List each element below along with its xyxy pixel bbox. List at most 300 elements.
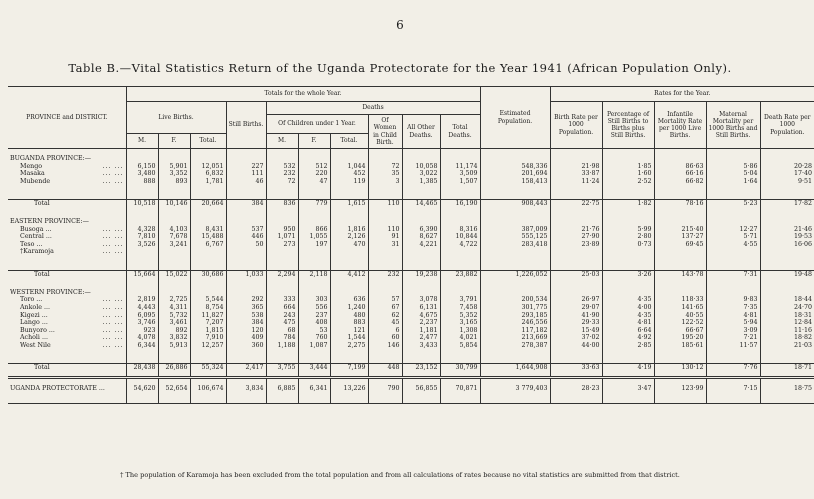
value-cell xyxy=(298,218,330,226)
value-cell: 923 xyxy=(126,327,158,335)
value-cell xyxy=(550,289,602,297)
district-row xyxy=(8,170,814,178)
value-cell: 7,207 xyxy=(190,319,226,327)
value-cell: 2·80 xyxy=(602,233,654,241)
value-cell: 1,615 xyxy=(330,200,368,213)
header-children-m: M. xyxy=(266,134,298,149)
value-cell xyxy=(402,155,440,163)
value-cell: 220 xyxy=(298,170,330,178)
value-cell: 409 xyxy=(226,334,266,342)
district-row xyxy=(8,241,814,249)
value-cell: 6 xyxy=(368,327,402,335)
value-cell: 790 xyxy=(368,385,402,397)
value-cell: 10,146 xyxy=(158,200,190,213)
value-cell xyxy=(602,248,654,256)
value-cell: 21·76 xyxy=(550,226,602,234)
value-cell: 11,174 xyxy=(440,163,480,171)
value-cell: 146 xyxy=(368,342,402,350)
value-cell xyxy=(706,218,760,226)
value-cell: 908,443 xyxy=(480,200,550,213)
value-cell: 123·99 xyxy=(654,385,706,397)
value-cell xyxy=(654,218,706,226)
value-cell: 892 xyxy=(158,327,190,335)
value-cell: 6,344 xyxy=(126,342,158,350)
value-cell: 7,458 xyxy=(440,304,480,312)
value-cell: 54,620 xyxy=(126,385,158,397)
row-label xyxy=(8,226,126,234)
value-cell: 3,241 xyxy=(158,241,190,249)
value-cell: 1·85 xyxy=(602,163,654,171)
value-cell xyxy=(440,155,480,163)
value-cell: 5·23 xyxy=(706,200,760,213)
value-cell: 11,827 xyxy=(190,312,226,320)
value-cell: 3,755 xyxy=(266,364,298,378)
value-cell: 556 xyxy=(298,304,330,312)
value-cell: 4,328 xyxy=(126,226,158,234)
spacer-cell xyxy=(440,256,480,271)
spacer-cell xyxy=(330,185,368,200)
district-row xyxy=(8,327,814,335)
value-cell: 1,033 xyxy=(226,270,266,283)
value-cell: 2,819 xyxy=(126,296,158,304)
value-cell: 475 xyxy=(266,319,298,327)
leader-dots: ... ... xyxy=(102,334,124,342)
value-cell: 86·63 xyxy=(654,163,706,171)
value-cell: 37·02 xyxy=(550,334,602,342)
spacer-cell xyxy=(126,256,158,271)
row-label xyxy=(8,312,126,320)
value-cell xyxy=(126,155,158,163)
row-label xyxy=(8,241,126,249)
value-cell xyxy=(298,248,330,256)
header-live-births: Live Births. xyxy=(126,102,226,134)
value-cell: 46 xyxy=(226,178,266,186)
header-maternal-mortality: Maternal Mortality per 1000 Births and Still Births. xyxy=(706,102,760,149)
row-label xyxy=(8,233,126,241)
value-cell: 18·31 xyxy=(760,312,814,320)
value-cell: 0·73 xyxy=(602,241,654,249)
spacer-cell xyxy=(266,378,298,386)
spacer-cell xyxy=(330,378,368,386)
value-cell: 21·46 xyxy=(760,226,814,234)
value-cell: 19·53 xyxy=(760,233,814,241)
value-cell: 446 xyxy=(226,233,266,241)
value-cell: 5·99 xyxy=(602,226,654,234)
value-cell xyxy=(298,155,330,163)
value-cell: 2,477 xyxy=(402,334,440,342)
header-still-births: Still Births. xyxy=(226,102,266,149)
district-row xyxy=(8,248,814,256)
spacer-cell xyxy=(330,397,368,404)
header-estimated-population: Estimated Population. xyxy=(480,87,550,149)
value-cell xyxy=(760,289,814,297)
value-cell: 303 xyxy=(298,296,330,304)
value-cell xyxy=(266,289,298,297)
district-name: Bunyoro ... xyxy=(20,326,55,334)
value-cell xyxy=(654,248,706,256)
value-cell: 21·98 xyxy=(550,163,602,171)
value-cell: 15,022 xyxy=(158,270,190,283)
grand-total-row xyxy=(8,385,814,397)
district-row xyxy=(8,178,814,186)
value-cell: 6,390 xyxy=(402,226,440,234)
leader-dots: ... ... xyxy=(102,233,124,241)
spacer-cell xyxy=(298,185,330,200)
value-cell: 292 xyxy=(226,296,266,304)
spacer-cell xyxy=(760,397,814,404)
row-label xyxy=(8,327,126,335)
value-cell: 50 xyxy=(226,241,266,249)
value-cell: 19·48 xyxy=(760,270,814,283)
value-cell: 70,871 xyxy=(440,385,480,397)
value-cell: 26·97 xyxy=(550,296,602,304)
value-cell xyxy=(298,289,330,297)
value-cell: 20·28 xyxy=(760,163,814,171)
province-heading xyxy=(8,155,814,163)
value-cell xyxy=(480,218,550,226)
spacer-cell xyxy=(602,185,654,200)
value-cell: 15,664 xyxy=(126,270,158,283)
leader-dots: ... ... xyxy=(102,319,124,327)
value-cell: 8,754 xyxy=(190,304,226,312)
leader-dots: ... ... xyxy=(102,341,124,349)
value-cell: 22·75 xyxy=(550,200,602,213)
province-total-row xyxy=(8,364,814,378)
value-cell: 27·90 xyxy=(550,233,602,241)
value-cell: 5·86 xyxy=(706,163,760,171)
value-cell: 384 xyxy=(226,319,266,327)
value-cell: 273 xyxy=(266,241,298,249)
value-cell: 243 xyxy=(266,312,298,320)
value-cell xyxy=(190,155,226,163)
value-cell: 2,294 xyxy=(266,270,298,283)
value-cell: 28·23 xyxy=(550,385,602,397)
value-cell: 10,058 xyxy=(402,163,440,171)
row-label xyxy=(8,296,126,304)
value-cell: 60 xyxy=(368,334,402,342)
header-births-total: Total. xyxy=(190,134,226,149)
value-cell: 197 xyxy=(298,241,330,249)
province-total-row xyxy=(8,200,814,213)
leader-dots: ... ... xyxy=(102,296,124,304)
spacer-cell xyxy=(480,185,550,200)
district-row xyxy=(8,163,814,171)
spacer-cell xyxy=(158,397,190,404)
value-cell: 12,051 xyxy=(190,163,226,171)
value-cell: 8,627 xyxy=(402,233,440,241)
value-cell: 40·55 xyxy=(654,312,706,320)
value-cell: 538 xyxy=(226,312,266,320)
row-label xyxy=(8,178,126,186)
province-total-row xyxy=(8,270,814,283)
value-cell: 23,152 xyxy=(402,364,440,378)
value-cell: 3,746 xyxy=(126,319,158,327)
spacer-row xyxy=(8,349,814,364)
row-label: EASTERN PROVINCE:— xyxy=(10,218,89,226)
value-cell: 8,316 xyxy=(440,226,480,234)
spacer-cell xyxy=(226,349,266,364)
value-cell: 62 xyxy=(368,312,402,320)
value-cell: 213,669 xyxy=(480,334,550,342)
district-row xyxy=(8,233,814,241)
leader-dots: ... ... xyxy=(102,326,124,334)
value-cell: 11·24 xyxy=(550,178,602,186)
row-label xyxy=(8,334,126,342)
value-cell: 365 xyxy=(226,304,266,312)
value-cell: 8,431 xyxy=(190,226,226,234)
spacer-cell xyxy=(266,397,298,404)
value-cell: 66·16 xyxy=(654,170,706,178)
value-cell: 15·49 xyxy=(550,327,602,335)
value-cell: 4,412 xyxy=(330,270,368,283)
value-cell: 201,694 xyxy=(480,170,550,178)
value-cell: 1,544 xyxy=(330,334,368,342)
value-cell: 227 xyxy=(226,163,266,171)
value-cell: 3 779,403 xyxy=(480,385,550,397)
value-cell: 3,526 xyxy=(126,241,158,249)
value-cell: 2·85 xyxy=(602,342,654,350)
value-cell xyxy=(402,289,440,297)
value-cell: 19,238 xyxy=(402,270,440,283)
spacer-cell xyxy=(550,185,602,200)
value-cell: 7,199 xyxy=(330,364,368,378)
value-cell: 3,832 xyxy=(158,334,190,342)
header-births-f: F. xyxy=(158,134,190,149)
header-deaths: Deaths xyxy=(266,102,480,115)
header-totals-group: Totals for the whole Year. xyxy=(126,87,480,102)
spacer-cell xyxy=(402,256,440,271)
spacer-cell xyxy=(402,185,440,200)
value-cell xyxy=(368,289,402,297)
value-cell: 4,021 xyxy=(440,334,480,342)
value-cell: 52,654 xyxy=(158,385,190,397)
district-name: Mengo xyxy=(20,162,43,170)
spacer-cell xyxy=(706,349,760,364)
value-cell: 293,185 xyxy=(480,312,550,320)
district-name: Masaka xyxy=(20,170,45,178)
value-cell: 866 xyxy=(298,226,330,234)
value-cell xyxy=(760,218,814,226)
value-cell: 44·00 xyxy=(550,342,602,350)
value-cell: 110 xyxy=(368,200,402,213)
value-cell: 78·16 xyxy=(654,200,706,213)
value-cell: 3,165 xyxy=(440,319,480,327)
value-cell xyxy=(550,155,602,163)
value-cell: 4,722 xyxy=(440,241,480,249)
value-cell: 3,078 xyxy=(402,296,440,304)
row-label xyxy=(8,319,126,327)
spacer-cell xyxy=(126,397,158,404)
row-label xyxy=(8,170,126,178)
district-row xyxy=(8,312,814,320)
value-cell: 47 xyxy=(298,178,330,186)
value-cell xyxy=(480,248,550,256)
spacer-cell xyxy=(126,185,158,200)
value-cell: 11·57 xyxy=(706,342,760,350)
value-cell: 68 xyxy=(266,327,298,335)
value-cell: 4,675 xyxy=(402,312,440,320)
value-cell: 5,913 xyxy=(158,342,190,350)
spacer-cell xyxy=(760,349,814,364)
value-cell: 23·89 xyxy=(550,241,602,249)
value-cell xyxy=(760,248,814,256)
value-cell: 636 xyxy=(330,296,368,304)
spacer-cell xyxy=(480,349,550,364)
spacer-cell xyxy=(226,378,266,386)
page-number: 6 xyxy=(396,18,404,32)
value-cell: 1,815 xyxy=(190,327,226,335)
value-cell xyxy=(368,248,402,256)
value-cell: 5,901 xyxy=(158,163,190,171)
value-cell xyxy=(266,155,298,163)
value-cell: 26,886 xyxy=(158,364,190,378)
value-cell: 232 xyxy=(368,270,402,283)
leader-dots: ... ... xyxy=(102,177,124,185)
value-cell: 470 xyxy=(330,241,368,249)
spacer-cell xyxy=(440,349,480,364)
value-cell: 2,275 xyxy=(330,342,368,350)
value-cell xyxy=(480,289,550,297)
value-cell: 4,221 xyxy=(402,241,440,249)
value-cell: 72 xyxy=(266,178,298,186)
header-total-deaths: Total Deaths. xyxy=(440,115,480,149)
value-cell xyxy=(226,218,266,226)
value-cell xyxy=(190,248,226,256)
value-cell: 4·00 xyxy=(602,304,654,312)
value-cell: 24·70 xyxy=(760,304,814,312)
value-cell: 33·87 xyxy=(550,170,602,178)
value-cell: 4·92 xyxy=(602,334,654,342)
value-cell xyxy=(440,248,480,256)
spacer-cell xyxy=(266,185,298,200)
value-cell: 3 xyxy=(368,178,402,186)
header-pct-still-births: Percentage of Still Births to Births plus Still Births. xyxy=(602,102,654,149)
value-cell: 532 xyxy=(266,163,298,171)
spacer-cell xyxy=(298,397,330,404)
leader-dots: ... ... xyxy=(102,304,124,312)
value-cell: 4·35 xyxy=(602,312,654,320)
value-cell: 4,103 xyxy=(158,226,190,234)
value-cell: 893 xyxy=(158,178,190,186)
spacer-cell xyxy=(190,185,226,200)
value-cell xyxy=(330,218,368,226)
spacer-cell xyxy=(602,378,654,386)
value-cell: 1·60 xyxy=(602,170,654,178)
district-name: Acholi ... xyxy=(20,334,48,342)
spacer-cell xyxy=(480,397,550,404)
value-cell: 6,131 xyxy=(402,304,440,312)
value-cell: 555,125 xyxy=(480,233,550,241)
value-cell: 118·33 xyxy=(654,296,706,304)
value-cell: 11·16 xyxy=(760,327,814,335)
header-children-f: F. xyxy=(298,134,330,149)
value-cell: 3·47 xyxy=(602,385,654,397)
spacer-cell xyxy=(550,256,602,271)
district-row xyxy=(8,319,814,327)
header-women-childbirth: Of Women in Child Birth. xyxy=(368,115,402,149)
value-cell xyxy=(440,218,480,226)
value-cell: 7·31 xyxy=(706,270,760,283)
spacer-cell xyxy=(368,349,402,364)
district-name: Ankole ... xyxy=(20,304,50,312)
district-name: Toro ... xyxy=(20,296,43,304)
value-cell: 18·71 xyxy=(760,364,814,378)
value-cell: 35 xyxy=(368,170,402,178)
value-cell: 2,126 xyxy=(330,233,368,241)
value-cell: 3,352 xyxy=(158,170,190,178)
leader-dots: ... ... xyxy=(102,248,124,256)
value-cell: 3,022 xyxy=(402,170,440,178)
spacer-cell xyxy=(298,256,330,271)
value-cell: 7,810 xyxy=(126,233,158,241)
spacer-cell xyxy=(706,185,760,200)
row-label: BUGANDA PROVINCE:— xyxy=(10,155,92,162)
header-infantile-mortality: Infantile Mortality Rate per 1000 Live Births. xyxy=(654,102,706,149)
value-cell: 12·27 xyxy=(706,226,760,234)
value-cell: 137·27 xyxy=(654,233,706,241)
value-cell: 200,534 xyxy=(480,296,550,304)
value-cell: 69·45 xyxy=(654,241,706,249)
value-cell: 33·63 xyxy=(550,364,602,378)
value-cell: 130·12 xyxy=(654,364,706,378)
spacer-cell xyxy=(706,378,760,386)
value-cell: 120 xyxy=(226,327,266,335)
value-cell: 548,336 xyxy=(480,163,550,171)
vital-statistics-table xyxy=(8,86,814,404)
value-cell xyxy=(158,218,190,226)
value-cell: 3,834 xyxy=(226,385,266,397)
spacer-cell xyxy=(440,378,480,386)
value-cell xyxy=(654,289,706,297)
value-cell: 5·71 xyxy=(706,233,760,241)
district-row xyxy=(8,334,814,342)
value-cell: 883 xyxy=(330,319,368,327)
value-cell: 16·06 xyxy=(760,241,814,249)
row-label: Total xyxy=(8,364,126,378)
spacer-cell xyxy=(706,397,760,404)
value-cell: 4·81 xyxy=(706,312,760,320)
header-death-rate: Death Rate per 1000 Population. xyxy=(760,102,814,149)
row-label: UGANDA PROTECTORATE ... xyxy=(10,385,105,393)
value-cell: 30,686 xyxy=(190,270,226,283)
spacer-cell xyxy=(8,349,126,364)
district-row xyxy=(8,296,814,304)
value-cell: 537 xyxy=(226,226,266,234)
value-cell: 4,078 xyxy=(126,334,158,342)
spacer-cell xyxy=(654,397,706,404)
spacer-cell xyxy=(760,256,814,271)
value-cell: 119 xyxy=(330,178,368,186)
value-cell: 452 xyxy=(330,170,368,178)
value-cell: 3·26 xyxy=(602,270,654,283)
value-cell: 12·84 xyxy=(760,319,814,327)
spacer-cell xyxy=(402,349,440,364)
value-cell: 21·03 xyxy=(760,342,814,350)
value-cell: 106,674 xyxy=(190,385,226,397)
value-cell: 6·64 xyxy=(602,327,654,335)
value-cell: 2·52 xyxy=(602,178,654,186)
spacer-cell xyxy=(402,378,440,386)
value-cell: 215·40 xyxy=(654,226,706,234)
value-cell: 10,844 xyxy=(440,233,480,241)
value-cell: 283,418 xyxy=(480,241,550,249)
value-cell: 4·81 xyxy=(602,319,654,327)
value-cell: 110 xyxy=(368,226,402,234)
spacer-row xyxy=(8,256,814,271)
province-heading xyxy=(8,218,814,226)
value-cell xyxy=(190,218,226,226)
spacer-cell xyxy=(158,256,190,271)
